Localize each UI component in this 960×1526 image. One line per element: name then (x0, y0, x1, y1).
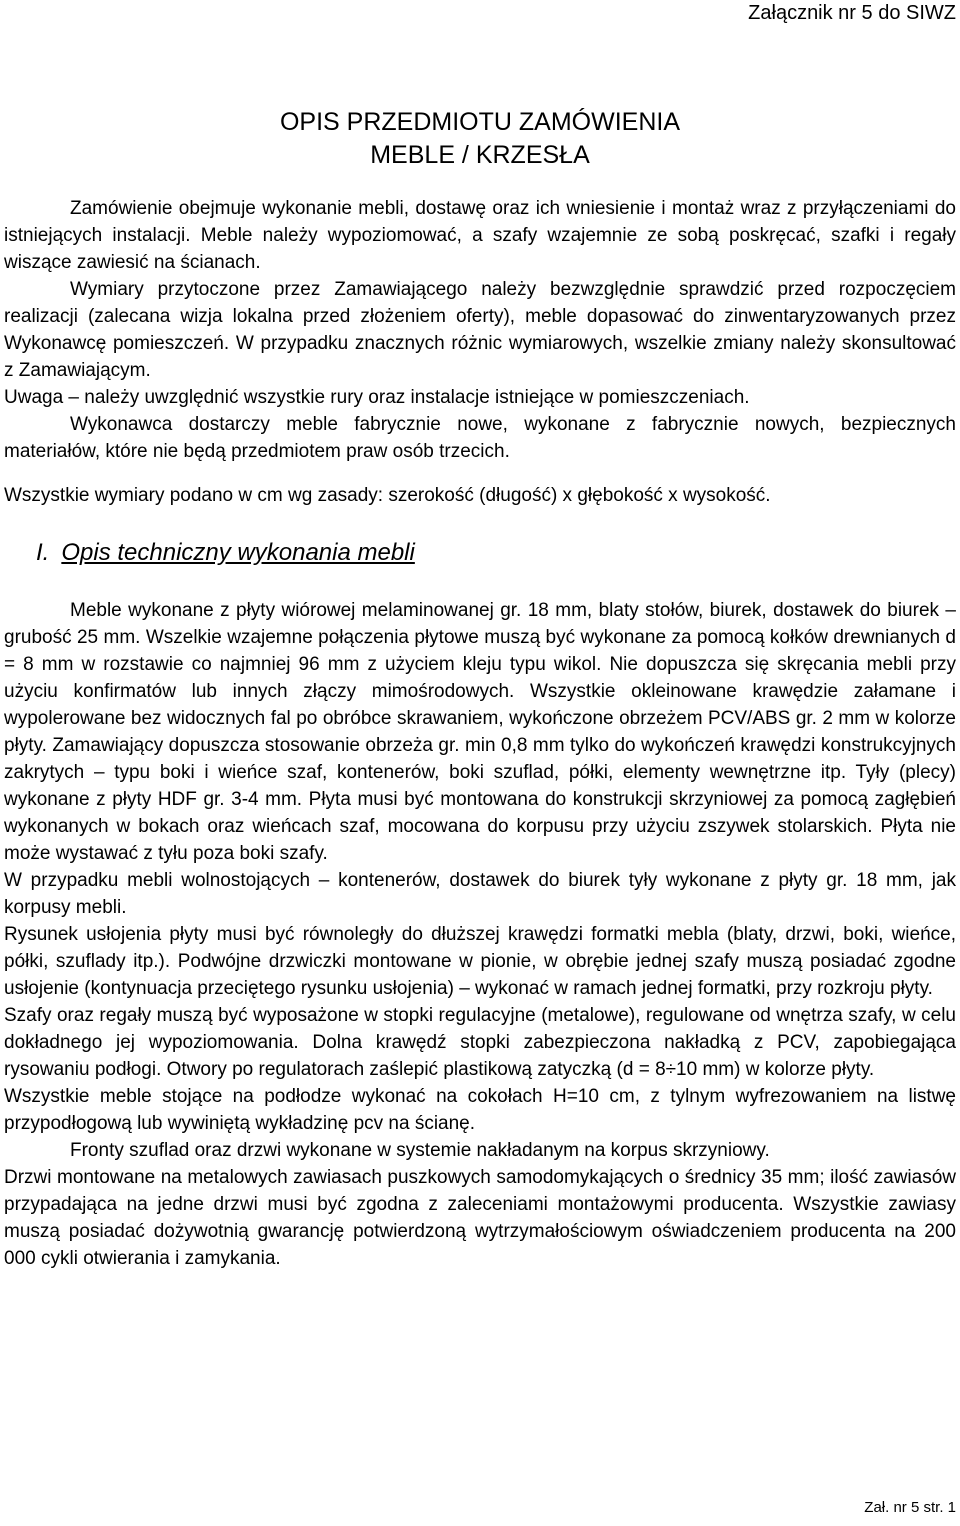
page-footer: Zał. nr 5 str. 1 (864, 1499, 956, 1516)
technical-paragraph-6: Fronty szuflad oraz drzwi wykonane w systemie nakładanym na korpus skrzyniowy. (70, 1140, 770, 1161)
title-line-1: OPIS PRZEDMIOTU ZAMÓWIENIA (279, 108, 680, 136)
technical-paragraph-7: Drzwi montowane na metalowych zawiasach puszkowych samodomykających o średnicy 35 mm; ilość zawiasów przypadająca na jedne drzwi musi być zgodna z zaleceniami montażowymi producenta. Wszystkie zawiasy muszą posiadać dożywotnią gwarancję potwierdzoną wytrzymałościowym oświadczeniem producenta na 200 000 cykli otwierania i zamykania. (4, 1167, 956, 1269)
technical-paragraph-5: Wszystkie meble stojące na podłodze wykonać na cokołach H=10 cm, z tylnym wyfrezowaniem na listwę przypodłogową lub wywiniętą wykładzinę pcv na ścianę. (4, 1086, 956, 1134)
intro-paragraph-2: Wymiary przytoczone przez Zamawiającego należy bezwzględnie sprawdzić przed rozpoczęciem realizacji (zalecana wizja lokalna przed złożeniem oferty), meble dopasować do zinwentaryzowanych przez Wykonawcę pomieszczeń. W przypadku znacznych różnic wymiarowych, wszelkie zmiany należy skonsultować z Zamawiającym. (4, 279, 956, 381)
technical-paragraph-4: Szafy oraz regały muszą być wyposażone w stopki regulacyjne (metalowe), regulowane od wnętrza szafy, w celu dokładnego jej wypoziomowania. Dolna krawędź stopki zabezpieczona nakładką z PCV, zapobiegająca rysowaniu podłogi. Otwory po regulatorach zaślepić plastikową zatyczką (d = 8÷10 mm) w kolorze płyty. (4, 1005, 956, 1080)
annex-label: Załącznik nr 5 do SIWZ (748, 2, 956, 24)
section-title: Opis techniczny wykonania mebli (61, 539, 415, 566)
section-heading (4, 537, 415, 569)
intro-paragraph-3: Uwaga – należy uwzględnić wszystkie rury oraz instalacje istniejące w pomieszczeniach. (4, 387, 750, 408)
dimensions-note-block (4, 482, 956, 509)
technical-paragraph-2: W przypadku mebli wolnostojących – kontenerów, dostawek do biurek tyły wykonane z płyty gr. 18 mm, jak korpusy mebli. (4, 870, 956, 918)
section-number: I. (36, 539, 50, 566)
technical-paragraph-1: Meble wykonane z płyty wiórowej melaminowanej gr. 18 mm, blaty stołów, biurek, dostawek do biurek – grubość 25 mm. Wszelkie wzajemne połączenia płytowe muszą być wykonane za pomocą kołków drewnianych d = 8 mm w rozstawie co najmniej 96 mm z użyciem kleju typu wikol. Nie dopuszcza się skręcania mebli przy użyciu konfirmatów lub innych złączy mimośrodowych. Wszystkie okleinowane krawędzie załamane i wypolerowane bez widocznych fal po obróbce skrawaniem, wykończone obrzeżem PCV/ABS gr. 2 mm w kolorze płyty. Zamawiający dopuszcza stosowanie obrzeża gr. min 0,8 mm tylko do wykończeń krawędzi konstrukcyjnych zakrytych – typu boki i wieńce szaf, kontenerów, boki szuflad, półki, elementy wewnętrzne itp. Tyły (plecy) wykonane z płyty HDF gr. 3-4 mm. Płyta musi być montowana do konstrukcji skrzyniowej za pomocą zagłębień wykonanych w bokach oraz wieńcach szaf, mocowana do korpusu przy użyciu zszywek stolarskich. Płyta nie może wystawać z tyłu poza boki szafy. (4, 600, 956, 864)
technical-section (4, 597, 956, 1272)
title-line-2: MEBLE / KRZESŁA (370, 141, 590, 169)
document-title (0, 106, 960, 172)
technical-paragraph-3: Rysunek usłojenia płyty musi być równoległy do dłuższej krawędzi formatki mebla (blaty, drzwi, boki, wieńce, półki, szuflady itp.). Podwójne drzwiczki montowane w pionie, w obrębie jednej szafy muszą posiadać zgodne usłojenie (kontynuacja przeciętego rysunku usłojenia) – wykonać w ramach jednej formatki, przy rozkroju płyty. (4, 924, 956, 999)
intro-section (4, 195, 956, 465)
intro-paragraph-1: Zamówienie obejmuje wykonanie mebli, dostawę oraz ich wniesienie i montaż wraz z przyłączeniami do istniejących instalacji. Meble należy wypoziomować, a szafy wzajemnie ze sobą poskręcać, szafki i regały wiszące zawiesić na ścianach. (4, 198, 956, 273)
dimensions-note: Wszystkie wymiary podano w cm wg zasady: szerokość (długość) x głębokość x wysokość. (4, 485, 771, 506)
intro-paragraph-4: Wykonawca dostarczy meble fabrycznie nowe, wykonane z fabrycznie nowych, bezpiecznych materiałów, które nie będą przedmiotem praw osób trzecich. (4, 414, 956, 462)
